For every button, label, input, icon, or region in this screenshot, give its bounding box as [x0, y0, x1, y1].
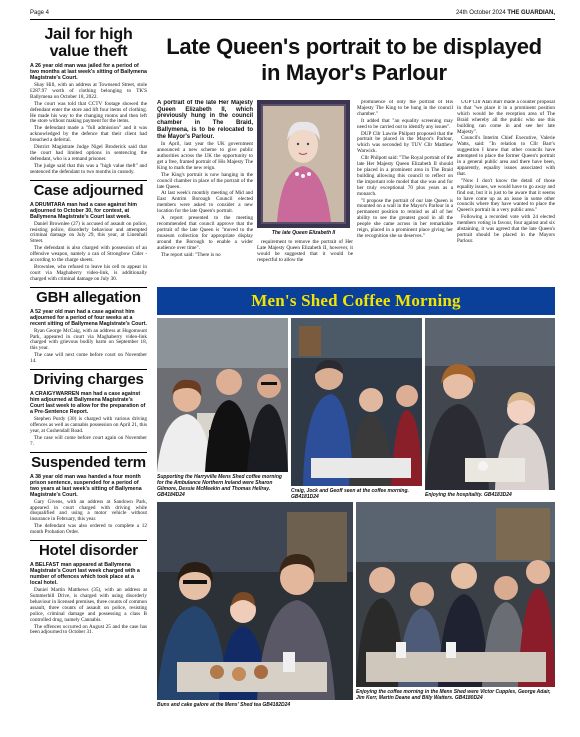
divider	[30, 287, 147, 288]
divider	[30, 452, 147, 453]
story-title: Jail for high value theft	[44, 26, 133, 60]
photo-caption: Buns and cake galore at the Mens' Shed tea GB4182D24	[157, 702, 291, 708]
story-title: Suspended term	[31, 453, 146, 471]
story-lead: A CRAIGYWARREN man had a case against him adjourned at Ballymena Magistrate's Court last week to allow for the preparation of a Pre-Sentence Report.	[30, 391, 146, 416]
photo-craig-jock-geoff	[291, 318, 422, 486]
story-paragraph: "I propose the portrait of our late Queen is mounted on a wall in the Mayor's Parlour in a permanent position to remind us all of her ability to see the greatest good in all the people she came across in her remarkable reign, placed in a prominent place giving her the recognition she so deserves."	[357, 197, 453, 239]
story-column-4	[457, 100, 555, 278]
story-paragraph: Following a recorded vote with 24 elected members voting in favour, four against and six abstaining, it was agreed that the late Queen's portrait should be placed in the Mayors Parlour.	[457, 214, 555, 244]
story-paragraph: The court was told that CCTV footage showed the defendant enter the store and lift four items of clothing. He made his way to the changing rooms and then left the store without making payment for the items.	[30, 100, 147, 125]
story-paragraph: Brownlee, who refused to leave his cell to appear in court via Maghaberry video-link, is additionally charged with criminal damage on July 30.	[30, 263, 147, 282]
banner-title: Men's Shed Coffee Morning	[251, 291, 461, 310]
story-paragraph: Daniel Martin Matthews (35), with an address at Summerhill Drive, is charged with using disorderly behaviour in licensed premises, three counts of common assault, three counts of assault on police, resisting police, criminal damage and possessing a class B controlled drug, namely Cannabis.	[30, 587, 147, 623]
portrait-illustration	[257, 100, 350, 228]
photo-buns-and-cake	[157, 502, 353, 700]
photo-coffee-morning-group	[356, 502, 555, 687]
queen-portrait-photo	[257, 100, 350, 228]
page-dateline	[456, 10, 555, 16]
divider	[30, 369, 147, 370]
court-reports-column	[30, 24, 147, 729]
story-title: Case adjourned	[33, 181, 144, 199]
story-title: Driving charges	[33, 371, 144, 389]
story-driving	[30, 372, 147, 448]
mens-shed-banner	[157, 287, 555, 315]
photo-hospitality	[425, 318, 555, 490]
story-paragraph: The judge said that this was a "high value theft" and sentenced the defendant to two months in custody.	[30, 162, 147, 175]
page-number: Page 4	[30, 10, 50, 16]
story-paragraph: The report said: "There is no	[161, 251, 221, 258]
photo-illustration	[425, 318, 555, 490]
paper-name: THE GUARDIAN,	[507, 10, 555, 16]
story-paragraph: DUP Cllr Lawrie Philpott proposed that the portrait be placed in the Mayor's Parlour, which was seconded by TUV Cllr Matthew Warwick.	[357, 130, 453, 155]
story-lead: A 38 year old man was handed a four month prison sentence, suspended for a period of two years at last week's sitting of Ballymena Magistrate's Court.	[30, 473, 142, 498]
story-paragraph: District Magistrate Judge Nigel Broderick said that the court had limited options in sentencing the defendant, who is a remand prisoner.	[30, 144, 147, 162]
story-paragraph: Stephen Purdy (30) is charged with various driving offences as well as cannabis possession on April 21, this year, at Cushendall Road.	[30, 416, 147, 434]
story-column-1	[157, 100, 253, 278]
photo-caption: Enjoying the hospitality. GB4183D24	[425, 492, 512, 498]
story-paragraph: The offences occurred on August 25 and the case has been adjourned to October 31.	[30, 623, 147, 636]
story-paragraph: UUP Cllr Alan Barr made a counter proposal in that "we place it in a prominent position which would be the reception area of The Braid whereby all the public who use this building can come in and see her late Majesty".	[457, 100, 555, 135]
story-paragraph: Gary Givens, with an address at Sandown Park, appeared in court charged with driving while disqualified and using a motor vehicle without insurance in February, this year.	[30, 498, 147, 523]
photo-illustration	[291, 318, 422, 486]
story-jail-theft	[30, 26, 147, 176]
photo-caption: Craig, Jock and Geoff seen at the coffee morning. GB4181D24	[291, 488, 409, 500]
portrait-story	[157, 100, 555, 278]
story-paragraph: The defendant made a "full admission" and it was acknowledged by the defence that their client had breached a deferral.	[30, 125, 147, 144]
page-header	[30, 8, 555, 20]
photo-caption: Supporting the Harryville Mens Shed coffee morning for the Ambulance Northern Ireland were Sharon Gilmore, Dessie McMeekin and Thomas Hellray. GB4184D24	[157, 474, 282, 498]
photo-illustration	[356, 502, 555, 687]
story-lead: A 26 year old man was jailed for a period of two months at last week's sitting of Ballymena Magistrate's Court.	[30, 63, 147, 81]
story-paragraph: A report presented to the meeting recommended that council approve that the portrait of the late Queen is "moved to the museum collection for appropriate display around the Borough to enable a wider audience over time".	[157, 215, 253, 251]
story-lead: A portrait of the late Her Majesty Queen Elizabeth II, which previously hung in the council chamber in The Braid, Ballymena, is to be relocated to the Mayor's Parlour.	[157, 100, 253, 140]
story-column-3	[357, 100, 453, 278]
story-paragraph: prominence of only the portrait of His Majesty The King to be hung in the council chamber."	[357, 100, 453, 117]
story-paragraph: The case will next come before court on November 14.	[30, 352, 147, 365]
story-paragraph: The defendant is also charged with possession of an offensive weapon, namely a can of Strongbow Cider - according to the charge sheets.	[30, 245, 147, 264]
portrait-caption: The late Queen Elizabeth II	[271, 230, 336, 236]
story-paragraph: At last week's monthly meeting of Mid and East Antrim Borough Council elected members were asked to consider a new location for the late Queen's portrait.	[157, 190, 253, 215]
photo-illustration	[157, 318, 288, 472]
photo-sharon-dessie-thomas	[157, 318, 288, 472]
story-paragraph: Shay Hill, with an address at Townsend Street, stole £287.97 worth of clothing belonging to TK'S Ballymena on October 18, 2022.	[30, 82, 147, 100]
story-paragraph: Council's Interim Chief Executive, Valerie Watts, said: "In relation to Cllr Barr's suggestion I know that other councils have attempted to place the former Queen's portrait in a general public area and there have been, apparently, equality issues associated with that.	[457, 135, 555, 177]
story-title: GBH allegation	[36, 288, 141, 306]
photo-illustration	[157, 502, 353, 700]
story-lead: A BELFAST man appeared at Ballymena Magistrate's Court last week charged with a number of offences which took place at a local hotel.	[30, 562, 140, 587]
story-hotel	[30, 543, 147, 636]
story-case-adjourned	[30, 183, 147, 283]
story-gbh	[30, 290, 147, 365]
story-paragraph: Ryan George McCaig, with an address at Hugomount Park, appeared in court via Maghaberry video-link charged with grievous bodily harm on September 18, this year.	[30, 327, 147, 352]
story-paragraph: The King's portrait is now hanging in the council chamber in place of the portrait of the late Queen.	[157, 171, 253, 190]
story-lead: A DRUMTARA man had a case against him adjourned to October 30, for contest, at Ballymena Magistrate's Court last week.	[30, 201, 137, 220]
story-lead: A 52 year old man had a case against him adjourned for a period of four weeks at a recent sitting of Ballymena Magistrate's Court.	[30, 308, 147, 327]
story-paragraph: requirement to remove the portrait of Her Late Majesty Queen Elizabeth II, however, it would be suggested that it would be respectful to allow the	[257, 239, 353, 263]
main-headline: Late Queen's portrait to be displayed in Mayor's Parlour	[166, 34, 542, 85]
story-paragraph: Cllr Philpott said: "The Royal portrait of the late Her Majesty Queen Elizabeth II should be placed in a prominent area in The Braid building allowing this council to reflect on the important role model that she was and for her truly exceptional 70 plus years as a monarch.	[357, 155, 453, 197]
issue-date: 24th October 2024	[455, 10, 506, 16]
divider	[30, 180, 147, 181]
story-paragraph: The case will come before court again on November 7.	[30, 434, 147, 447]
story-suspended	[30, 455, 147, 536]
story-paragraph: Daniel Brownlee (27) is accused of assault on police, resisting police, disorderly behaviour and attempted criminal damage on July 29, this year, at Linenhall Street.	[30, 220, 147, 245]
story-paragraph: The defendant was also ordered to complete a 12 month Probation Order.	[30, 523, 147, 536]
photo-caption: Enjoying the coffee morning in the Mens Shed were Victor Cupples, George Adair, Jim Kerr, Martin Deane and Billy Watters. GB4180D24	[356, 689, 551, 701]
story-paragraph: It added that "an equality screening may need to be carried out to identify any issues".	[357, 117, 453, 130]
story-paragraph: "Now I don't know the detail of those equality issues, we would have to go away and find out, but it is just to be aware that it seems to have come up as an issue in some other councils where they have wanted to place the Queen's portrait in a very public area."	[457, 177, 555, 214]
story-title: Hotel disorder	[39, 542, 138, 560]
divider	[30, 540, 147, 541]
story-paragraph: In April, last year the UK government announced a new scheme to give public authorities across the UK the opportunity to get a free, framed portrait of His Majesty The King to mark the new reign.	[157, 141, 253, 171]
